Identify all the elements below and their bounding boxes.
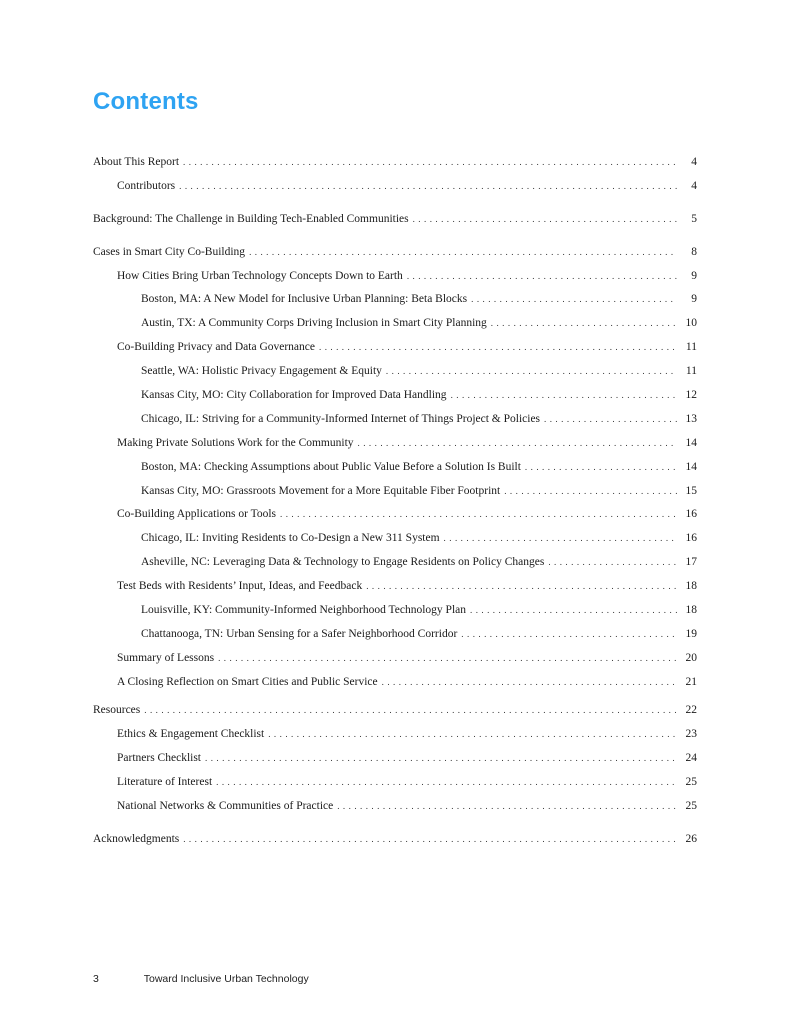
page-title: Contents bbox=[93, 88, 199, 115]
toc-entry-page-number: 11 bbox=[685, 341, 697, 353]
toc-entry-label: Austin, TX: A Community Corps Driving Inclusion in Smart City Planning bbox=[141, 317, 487, 329]
toc-entry[interactable] bbox=[117, 799, 697, 813]
toc-entry-label: Boston, MA: A New Model for Inclusive Urban Planning: Beta Blocks bbox=[141, 293, 468, 305]
toc-entry-page-number: 25 bbox=[685, 800, 697, 812]
toc-entry-label: Co-Building Privacy and Data Governance bbox=[117, 341, 315, 353]
toc-dot-leader bbox=[179, 179, 677, 193]
toc-entry-page-number: 16 bbox=[685, 532, 697, 544]
toc-entry[interactable] bbox=[141, 627, 697, 641]
toc-entry-label: About This Report bbox=[93, 156, 180, 168]
toc-dot-leader bbox=[183, 832, 677, 846]
toc-entry-page-number: 9 bbox=[691, 293, 697, 305]
toc-entry-page-number: 4 bbox=[691, 180, 697, 192]
toc-dot-leader bbox=[544, 412, 677, 426]
toc-entry-page-number: 13 bbox=[685, 413, 697, 425]
toc-entry-label: Summary of Lessons bbox=[117, 652, 215, 664]
toc-entry-page-number: 14 bbox=[685, 437, 697, 449]
toc-entry-page-number: 14 bbox=[685, 461, 697, 473]
toc-entry-page-number: 26 bbox=[685, 833, 697, 845]
toc-entry-label: Background: The Challenge in Building Tech-Enabled Communities bbox=[93, 213, 409, 225]
toc-dot-leader bbox=[548, 555, 677, 569]
toc-dot-leader bbox=[319, 340, 677, 354]
toc-dot-leader bbox=[218, 651, 677, 665]
toc-entry[interactable] bbox=[141, 603, 697, 617]
toc-entry[interactable] bbox=[141, 484, 697, 498]
toc-entry[interactable] bbox=[117, 727, 697, 741]
toc-entry[interactable] bbox=[93, 212, 697, 226]
toc-entry-label: Partners Checklist bbox=[117, 752, 201, 764]
toc-dot-leader bbox=[144, 703, 677, 717]
toc-entry[interactable] bbox=[117, 579, 697, 593]
toc-dot-leader bbox=[366, 579, 677, 593]
toc-entry[interactable] bbox=[117, 775, 697, 789]
toc-entry[interactable] bbox=[141, 555, 697, 569]
page-footer bbox=[93, 973, 309, 985]
toc-entry-label: Co-Building Applications or Tools bbox=[117, 508, 277, 520]
footer-report-title: Toward Inclusive Urban Technology bbox=[143, 973, 309, 985]
toc-entry-page-number: 16 bbox=[685, 508, 697, 520]
toc-entry[interactable] bbox=[117, 651, 697, 665]
toc-entry-page-number: 10 bbox=[685, 317, 697, 329]
toc-entry-label: Asheville, NC: Leveraging Data & Technology to Engage Residents on Policy Changes bbox=[141, 556, 545, 568]
toc-entry-label: Kansas City, MO: Grassroots Movement for a More Equitable Fiber Footprint bbox=[141, 485, 501, 497]
toc-entry[interactable] bbox=[117, 675, 697, 689]
toc-dot-leader bbox=[249, 245, 677, 259]
toc-entry-label: Acknowledgments bbox=[93, 833, 180, 845]
toc-entry-page-number: 19 bbox=[685, 628, 697, 640]
toc-entry-page-number: 8 bbox=[691, 246, 697, 258]
toc-entry-label: Chicago, IL: Inviting Residents to Co-Design a New 311 System bbox=[141, 532, 440, 544]
toc-dot-leader bbox=[525, 460, 677, 474]
toc-entry-label: A Closing Reflection on Smart Cities and Public Service bbox=[117, 676, 378, 688]
toc-entry[interactable] bbox=[141, 388, 697, 402]
toc-entry-page-number: 11 bbox=[685, 365, 697, 377]
toc-entry[interactable] bbox=[93, 245, 697, 259]
toc-entry-page-number: 18 bbox=[685, 580, 697, 592]
toc-entry-page-number: 24 bbox=[685, 752, 697, 764]
toc-dot-leader bbox=[407, 269, 677, 283]
toc-entry[interactable] bbox=[117, 179, 697, 193]
toc-entry[interactable] bbox=[141, 412, 697, 426]
toc-entry[interactable] bbox=[117, 507, 697, 521]
toc-entry-label: Boston, MA: Checking Assumptions about Public Value Before a Solution Is Built bbox=[141, 461, 521, 473]
toc-entry-page-number: 25 bbox=[685, 776, 697, 788]
toc-dot-leader bbox=[205, 751, 677, 765]
toc-entry[interactable] bbox=[93, 155, 697, 169]
toc-entry-page-number: 23 bbox=[685, 728, 697, 740]
toc-entry-label: Making Private Solutions Work for the Community bbox=[117, 437, 354, 449]
toc-entry-page-number: 15 bbox=[685, 485, 697, 497]
toc-entry[interactable] bbox=[117, 340, 697, 354]
toc-entry[interactable] bbox=[141, 364, 697, 378]
toc-entry-page-number: 5 bbox=[691, 213, 697, 225]
toc-entry[interactable] bbox=[117, 436, 697, 450]
toc-entry[interactable] bbox=[117, 269, 697, 283]
toc-dot-leader bbox=[413, 212, 677, 226]
toc-entry[interactable] bbox=[141, 292, 697, 306]
toc-dot-leader bbox=[461, 627, 677, 641]
toc-entry-label: Kansas City, MO: City Collaboration for Improved Data Handling bbox=[141, 389, 447, 401]
toc-entry-label: Chattanooga, TN: Urban Sensing for a Safer Neighborhood Corridor bbox=[141, 628, 458, 640]
toc-entry-label: National Networks & Communities of Practice bbox=[117, 800, 334, 812]
toc-entry-page-number: 21 bbox=[685, 676, 697, 688]
toc-dot-leader bbox=[451, 388, 677, 402]
toc-entry-label: How Cities Bring Urban Technology Concepts Down to Earth bbox=[117, 270, 403, 282]
toc-dot-leader bbox=[470, 603, 677, 617]
toc-entry-label: Test Beds with Residents’ Input, Ideas, and Feedback bbox=[117, 580, 363, 592]
toc-entry[interactable] bbox=[141, 531, 697, 545]
toc-dot-leader bbox=[358, 436, 677, 450]
toc-entry[interactable] bbox=[93, 703, 697, 717]
toc-entry-page-number: 20 bbox=[685, 652, 697, 664]
toc-entry-label: Literature of Interest bbox=[117, 776, 213, 788]
toc-entry-label: Cases in Smart City Co-Building bbox=[93, 246, 246, 258]
toc-dot-leader bbox=[471, 292, 677, 306]
toc-entry-label: Resources bbox=[93, 704, 141, 716]
toc-dot-leader bbox=[216, 775, 677, 789]
toc-dot-leader bbox=[280, 507, 677, 521]
toc-entry-page-number: 22 bbox=[685, 704, 697, 716]
footer-page-number: 3 bbox=[93, 973, 99, 985]
toc-entry-page-number: 4 bbox=[691, 156, 697, 168]
toc-entry-page-number: 12 bbox=[685, 389, 697, 401]
toc-entry[interactable] bbox=[93, 832, 697, 846]
toc-dot-leader bbox=[268, 727, 677, 741]
toc-entry-page-number: 18 bbox=[685, 604, 697, 616]
toc-entry[interactable] bbox=[117, 751, 697, 765]
toc-dot-leader bbox=[491, 316, 677, 330]
toc-dot-leader bbox=[444, 531, 677, 545]
toc-entry[interactable] bbox=[141, 460, 697, 474]
toc-entry-page-number: 9 bbox=[691, 270, 697, 282]
toc-dot-leader bbox=[382, 675, 677, 689]
toc-entry-label: Seattle, WA: Holistic Privacy Engagement & Equity bbox=[141, 365, 382, 377]
toc-entry-label: Louisville, KY: Community-Informed Neighborhood Technology Plan bbox=[141, 604, 466, 616]
toc-dot-leader bbox=[504, 484, 677, 498]
toc-dot-leader bbox=[386, 364, 677, 378]
toc-entry[interactable] bbox=[141, 316, 697, 330]
toc-dot-leader bbox=[183, 155, 677, 169]
toc-entry-label: Contributors bbox=[117, 180, 176, 192]
toc-dot-leader bbox=[337, 799, 677, 813]
toc-entry-label: Ethics & Engagement Checklist bbox=[117, 728, 265, 740]
toc-entry-page-number: 17 bbox=[685, 556, 697, 568]
toc-entry-label: Chicago, IL: Striving for a Community-Informed Internet of Things Project & Policies bbox=[141, 413, 541, 425]
